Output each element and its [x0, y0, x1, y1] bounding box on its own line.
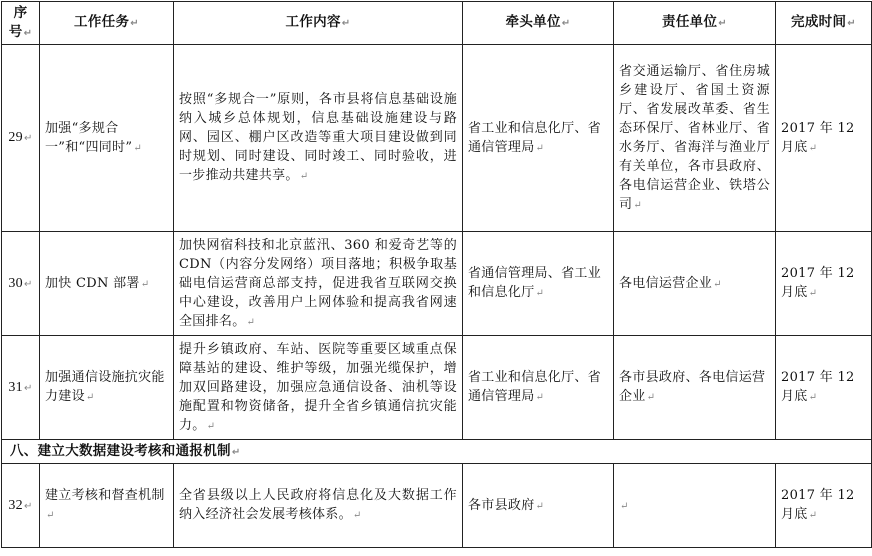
- header-responsible: 责任单位↵: [614, 2, 776, 45]
- cell-mark: ↵: [718, 18, 727, 29]
- header-lead: 牵头单位↵: [463, 2, 614, 45]
- row-responsible: 省交通运输厅、省住房城乡建设厅、省国土资源厅、省发展改革委、省生态环保厅、省林业厅、省水务厅、省海洋与渔业厅有关单位，各市县政府、各电信运营企业、铁塔公司↵: [614, 45, 776, 232]
- section-row: [2, 440, 872, 464]
- cell-mark: ↵: [561, 18, 571, 29]
- row-no: 30↵: [2, 232, 40, 336]
- table-row: [2, 464, 872, 548]
- row-no: 31↵: [2, 336, 40, 440]
- task-table: [1, 1, 872, 548]
- row-task: 加快 CDN 部署↵: [40, 232, 174, 336]
- cell-mark: ↵: [341, 18, 351, 29]
- cell-mark: ↵: [23, 27, 33, 39]
- header-no: 序号↵: [2, 2, 40, 45]
- row-lead: 各市县政府↵: [463, 464, 614, 548]
- cell-mark: ↵: [847, 18, 856, 29]
- row-content: 按照“多规合一”原则，各市县将信息基础设施纳入城乡总体规划，信息基础设施建设与路网、园区、棚户区改造等重大项目建设做到同时规划、同时建设、同时竣工、同时验收，进一步推动共建共享。↵: [174, 45, 463, 232]
- table-row: [2, 45, 872, 232]
- row-no: 32↵: [2, 464, 40, 548]
- row-responsible: 各市县政府、各电信运营企业↵: [614, 336, 776, 440]
- row-content: 提升乡镇政府、车站、医院等重要区域重点保障基站的建设、维护等级，加强光缆保护，增加双回路建设，加强应急通信设备、油机等设施配置和物资储备，提升全省乡镇通信抗灾能力。↵: [174, 336, 463, 440]
- section-title: 八、建立大数据建设考核和通报机制↵: [2, 440, 872, 464]
- row-responsible: ↵: [614, 464, 776, 548]
- row-deadline: 2017 年 12 月底↵: [776, 232, 872, 336]
- row-task: 加强“多规合一”和“四同时”↵: [40, 45, 174, 232]
- header-row: [2, 2, 872, 45]
- header-task: 工作任务↵: [40, 2, 174, 45]
- row-lead: 省工业和信息化厅、省通信管理局↵: [463, 336, 614, 440]
- row-deadline: 2017 年 12 月底↵: [776, 336, 872, 440]
- row-content: 全省县级以上人民政府将信息化及大数据工作纳入经济社会发展考核体系。↵: [174, 464, 463, 548]
- table-row: [2, 232, 872, 336]
- header-content: 工作内容↵: [174, 2, 463, 45]
- row-lead: 省通信管理局、省工业和信息化厅↵: [463, 232, 614, 336]
- cell-mark: ↵: [130, 18, 139, 29]
- row-deadline: 2017 年 12 月底↵: [776, 464, 872, 548]
- row-responsible: 各电信运营企业↵: [614, 232, 776, 336]
- row-content: 加快网宿科技和北京蓝汛、360 和爱奇艺等的 CDN（内容分发网络）项目落地；积极争取基础电信运营商总部支持，促进我省互联网交换中心建设，改善用户上网体验和提高我省网速全国排名。↵: [174, 232, 463, 336]
- table-row: [2, 336, 872, 440]
- row-task: 加强通信设施抗灾能力建设↵: [40, 336, 174, 440]
- header-deadline: 完成时间↵: [776, 2, 872, 45]
- row-lead: 省工业和信息化厅、省通信管理局↵: [463, 45, 614, 232]
- row-task: 建立考核和督查机制↵: [40, 464, 174, 548]
- row-no: 29↵: [2, 45, 40, 232]
- row-deadline: 2017 年 12 月底↵: [776, 45, 872, 232]
